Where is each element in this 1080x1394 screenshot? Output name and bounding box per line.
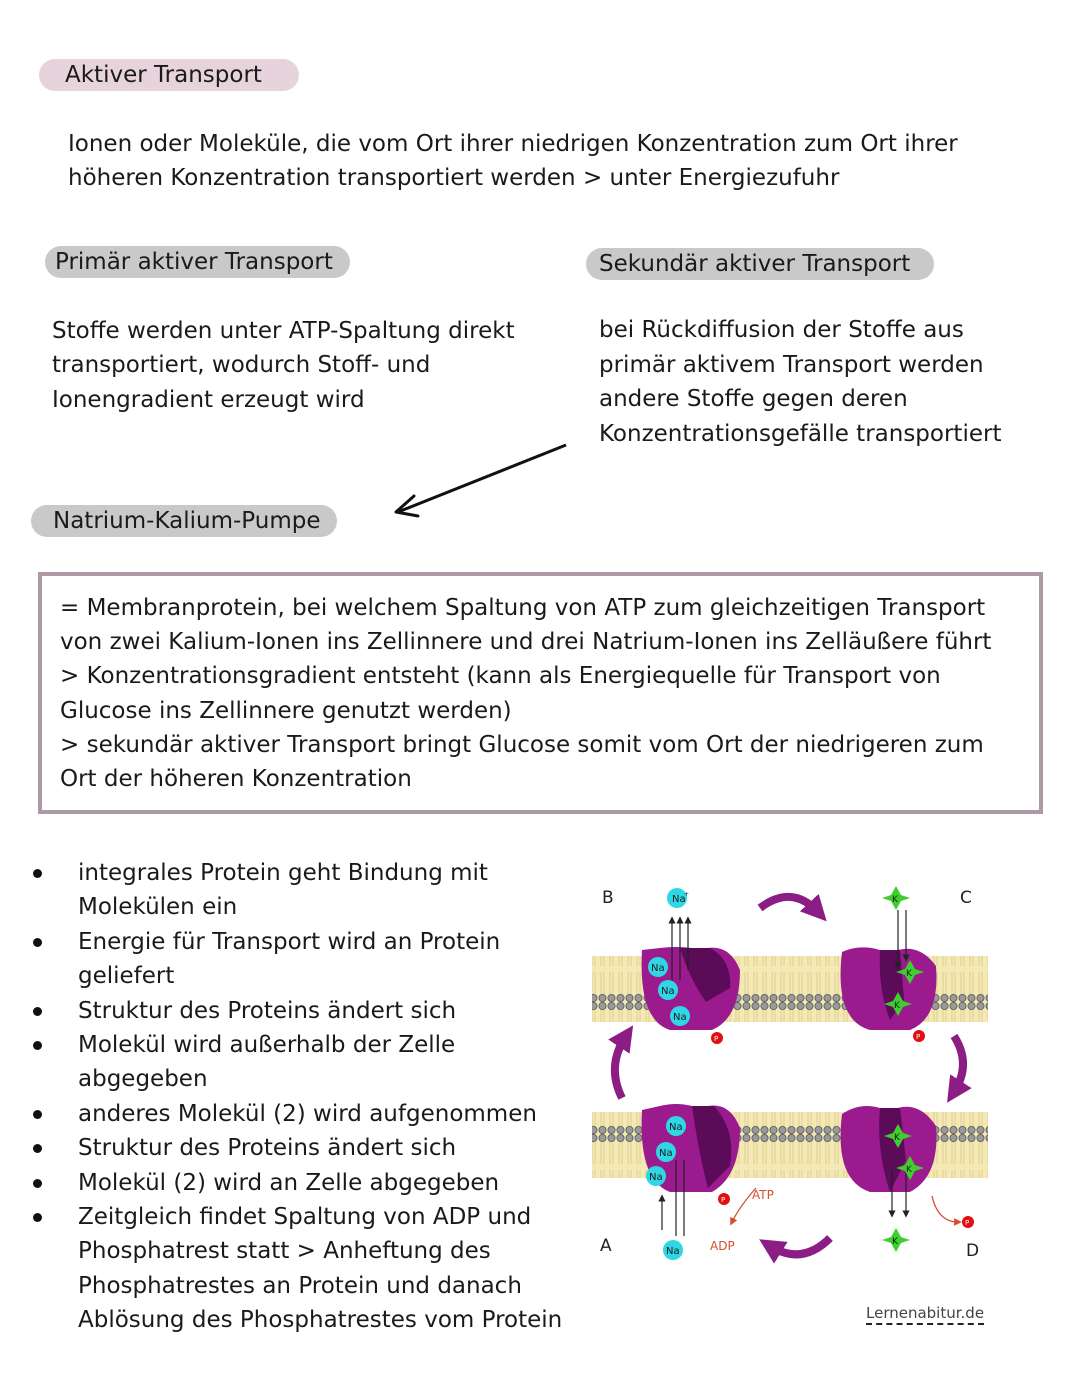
step-item [28, 1200, 562, 1234]
box-line-6: Ort der höheren Konzentration [60, 766, 412, 792]
bullet-dot [33, 1041, 42, 1050]
pump-definition-box [38, 572, 1043, 814]
step-text: Molekül wird außerhalb der Zelle [78, 1032, 456, 1059]
definition-line-1: Ionen oder Moleküle, die vom Ort ihrer niedrigen Konzentration zum Ort ihrer [68, 131, 958, 157]
na-ion-a1 [666, 1116, 686, 1136]
step-item [28, 925, 562, 959]
step-item [28, 1097, 562, 1131]
na-ion-b3 [670, 1006, 690, 1026]
primary-title: Primär aktiver Transport [55, 249, 333, 275]
phosphate-c [913, 1030, 925, 1042]
step-text: Zeitgleich findet Spaltung von ADP und [78, 1204, 532, 1231]
svg-text:P: P [965, 1219, 970, 1227]
step-item [28, 890, 562, 924]
process-steps-list [28, 856, 562, 1338]
step-item [28, 1131, 562, 1165]
secondary-title: Sekundär aktiver Transport [599, 251, 911, 277]
step-text: Struktur des Proteins ändert sich [78, 997, 457, 1024]
na-ion-b1 [648, 957, 668, 977]
cycle-arrow-d-to-a [770, 1238, 830, 1254]
cycle-arrow-c-to-d [954, 1036, 963, 1092]
svg-text:K: K [894, 1133, 900, 1143]
phosphate-released [962, 1216, 974, 1228]
primary-line-1: Stoffe werden unter ATP-Spaltung direkt [52, 318, 515, 344]
cycle-arrow-a-to-b [615, 1036, 626, 1098]
box-line-3: > Konzentrationsgradient entsteht (kann als Energiequelle für Transport von [60, 663, 941, 689]
secondary-line-2: primär aktivem Transport werden [599, 352, 984, 378]
label-atp: ATP [752, 1188, 774, 1202]
bullet-dot [33, 1179, 42, 1188]
svg-text:Na: Na [651, 963, 665, 974]
sodium-potassium-pump-diagram [580, 870, 1010, 1280]
svg-text:Na: Na [659, 1148, 673, 1159]
pump-title: Natrium-Kalium-Pumpe [53, 508, 321, 534]
watermark: Lernenabitur.de [866, 1304, 984, 1325]
svg-text:Na: Na [649, 1172, 663, 1183]
svg-text:K: K [894, 1001, 900, 1011]
step-text: geliefert [78, 963, 175, 990]
label-d: D [966, 1241, 980, 1261]
svg-text:K: K [906, 969, 912, 979]
secondary-line-3: andere Stoffe gegen deren [599, 386, 908, 412]
step-text: Phosphatrestes an Protein und danach [78, 1272, 522, 1299]
step-text: Phosphatrest statt > Anheftung des [78, 1238, 491, 1265]
step-item [28, 856, 562, 890]
step-text: abgegeben [78, 1066, 208, 1093]
phosphate-b [711, 1032, 723, 1044]
box-line-4: Glucose ins Zellinnere genutzt werden) [60, 698, 512, 724]
label-b: B [602, 888, 614, 908]
step-text: Ablösung des Phosphatrestes vom Protein [78, 1307, 563, 1334]
protein-c [841, 947, 937, 1030]
step-item [28, 1166, 562, 1200]
bullet-dot [33, 938, 42, 947]
step-text: integrales Protein geht Bindung mit [78, 860, 488, 886]
step-text: anderes Molekül (2) wird aufgenommen [78, 1100, 537, 1127]
primary-line-3: Ionengradient erzeugt wird [52, 387, 365, 413]
secondary-line-1: bei Rückdiffusion der Stoffe aus [599, 317, 964, 343]
na-ion-a2 [656, 1142, 676, 1162]
step-item [28, 1062, 562, 1096]
svg-text:Na: Na [669, 1122, 683, 1133]
svg-text:P: P [916, 1033, 921, 1041]
bullet-dot [33, 869, 42, 878]
svg-text:Na: Na [661, 986, 675, 997]
step-item [28, 1269, 562, 1303]
box-line-1: = Membranprotein, bei welchem Spaltung von ATP zum gleichzeitigen Transport [60, 595, 986, 621]
bullet-dot [33, 1213, 42, 1222]
label-c: C [960, 888, 972, 908]
step-item [28, 1234, 562, 1268]
phosphate-release-arrow [932, 1196, 958, 1222]
pump-title-pill [31, 505, 337, 537]
na-ion-inside [663, 1240, 683, 1260]
svg-text:Na: Na [673, 1012, 687, 1023]
box-line-5: > sekundär aktiver Transport bringt Glucose somit vom Ort der niedrigeren zum [60, 732, 984, 758]
svg-text:K: K [892, 895, 898, 905]
label-adp: ADP [710, 1239, 735, 1253]
step-item [28, 959, 562, 993]
secondary-line-4: Konzentrationsgefälle transportiert [599, 421, 1002, 447]
na-ion-a3 [646, 1166, 666, 1186]
svg-text:P: P [714, 1035, 719, 1043]
protein-d [841, 1106, 937, 1192]
na-ion-b2 [658, 980, 678, 1000]
svg-text:P: P [721, 1196, 726, 1204]
svg-text:+: + [684, 891, 690, 898]
bullet-dot [33, 1144, 42, 1153]
step-text: Molekülen ein [78, 894, 238, 921]
phosphate-a [718, 1193, 730, 1205]
k-ion-outside [882, 886, 910, 910]
step-text: Molekül (2) wird an Zelle abgegeben [78, 1169, 500, 1196]
primary-line-2: transportiert, wodurch Stoff- und [52, 352, 431, 378]
definition-line-2: höheren Konzentration transportiert werden > unter Energiezufuhr [68, 165, 840, 191]
na-ion-outside [667, 888, 689, 908]
k-ion-inside [882, 1228, 910, 1252]
cycle-arrow-b-to-c [760, 897, 818, 912]
svg-text:Na: Na [666, 1246, 680, 1257]
step-item [28, 994, 562, 1028]
step-item [28, 1303, 562, 1337]
bullet-dot [33, 1007, 42, 1016]
step-item [28, 1028, 562, 1062]
svg-text:K: K [892, 1237, 898, 1247]
heading-text: Aktiver Transport [65, 62, 262, 88]
pointer-arrow [0, 0, 1080, 560]
box-line-2: von zwei Kalium-Ionen ins Zellinnere und drei Natrium-Ionen ins Zelläußere führt [60, 629, 992, 655]
svg-text:K: K [906, 1165, 912, 1175]
bullet-dot [33, 1110, 42, 1119]
label-a: A [600, 1236, 612, 1256]
svg-text:Na: Na [672, 894, 686, 905]
step-text: Energie für Transport wird an Protein [78, 928, 501, 955]
step-text: Struktur des Proteins ändert sich [78, 1135, 457, 1162]
